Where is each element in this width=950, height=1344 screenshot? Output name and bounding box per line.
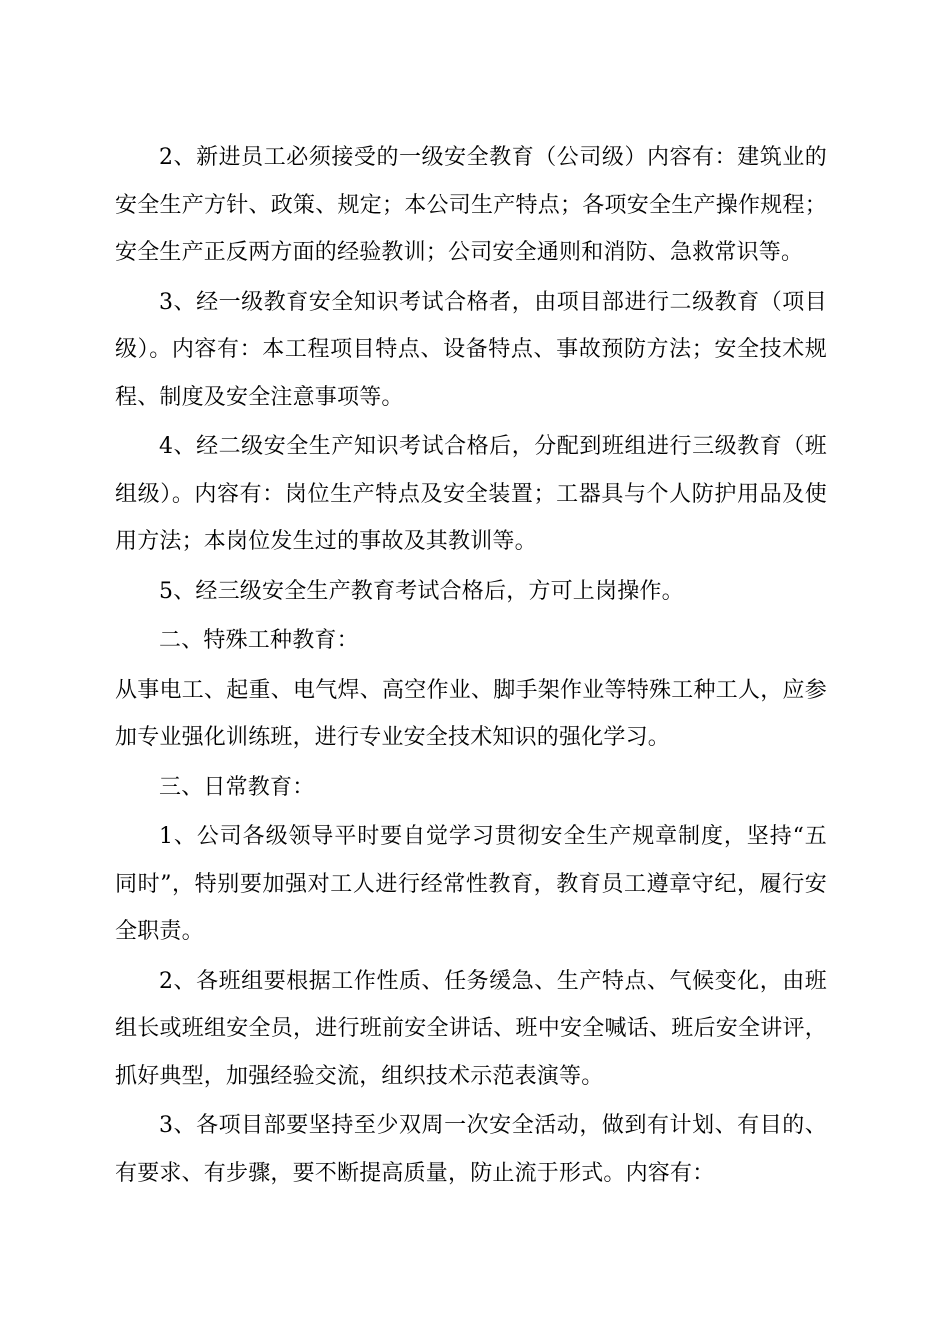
paragraph-education-level-2: 3、经一级教育安全知识考试合格者，由项目部进行二级教育（项目级）。内容有：本工程项目特点、设备特点、事故预防方法；安全技术规程、制度及安全注意事项等。 [115, 289, 827, 410]
paragraph-education-level-3: 4、经二级安全生产知识考试合格后，分配到班组进行三级教育（班组级）。内容有：岗位生产特点及安全装置；工器具与个人防护用品及使用方法；本岗位发生过的事故及其教训等。 [115, 434, 827, 554]
paragraph-exam-qualification: 5、经三级安全生产教育考试合格后，方可上岗操作。 [159, 578, 684, 604]
paragraph-education-level-1: 2、新进员工必须接受的一级安全教育（公司级）内容有：建筑业的安全生产方针、政策、规定；本公司生产特点；各项安全生产操作规程；安全生产正反两方面的经验教训；公司安全通则和消防、急救常识等。 [115, 145, 827, 265]
section-heading-special-trades: 二、特殊工种教育： [159, 628, 359, 653]
paragraph-daily-leadership: 1、公司各级领导平时要自觉学习贯彻安全生产规章制度，坚持“五同时”，特别要加强对工人进行经常性教育，教育员工遵章守纪，履行安全职责。 [115, 824, 827, 944]
paragraph-daily-project: 3、各项目部要坚持至少双周一次安全活动，做到有计划、有目的、有要求、有步骤，要不断提高质量，防止流于形式。内容有： [115, 1113, 827, 1186]
document-body [115, 134, 827, 1197]
paragraph-special-trades: 从事电工、起重、电气焊、高空作业、脚手架作业等特殊工种工人，应参加专业强化训练班，进行专业安全技术知识的强化学习。 [115, 677, 827, 750]
paragraph-daily-team: 2、各班组要根据工作性质、任务缓急、生产特点、气候变化，由班组长或班组安全员，进行班前安全讲话、班中安全喊话、班后安全讲评，抓好典型，加强经验交流，组织技术示范表演等。 [115, 968, 827, 1089]
section-heading-daily-education: 三、日常教育： [159, 774, 315, 800]
